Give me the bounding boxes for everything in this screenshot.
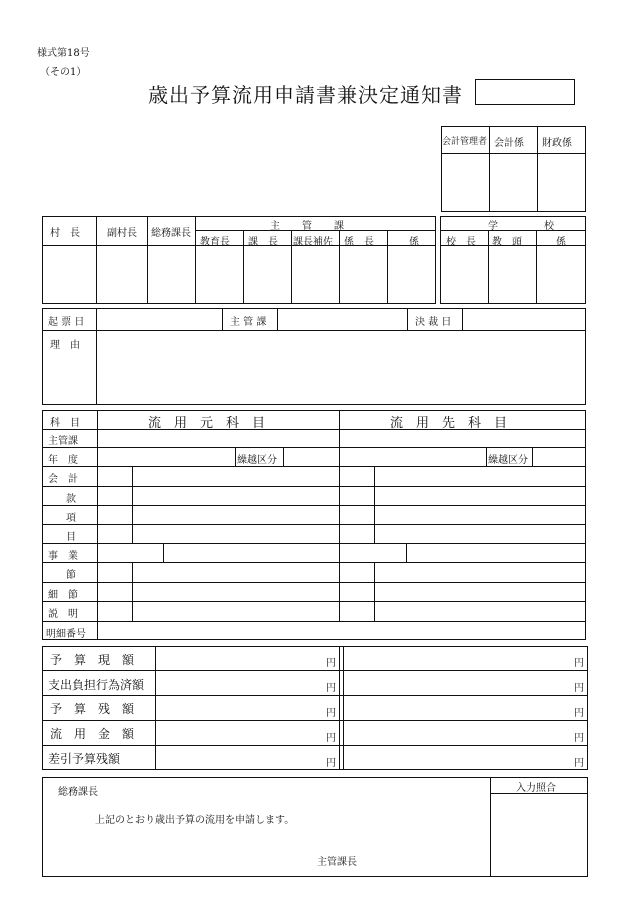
yen-unit: 円 bbox=[574, 733, 584, 744]
approval-vice-principal-label: 教 頭 bbox=[492, 237, 522, 248]
page-title: 歳出予算流用申請書兼決定通知書 bbox=[148, 83, 463, 107]
main-dept-field[interactable] bbox=[278, 309, 406, 329]
stamp-finance-clerk[interactable] bbox=[538, 154, 585, 211]
yen-unit: 円 bbox=[326, 758, 336, 769]
document-number-box[interactable] bbox=[475, 79, 575, 105]
yen-unit: 円 bbox=[574, 708, 584, 719]
to-subject-title: 流 用 先 科 目 bbox=[390, 416, 508, 431]
approval-general-affairs-label: 総務課長 bbox=[151, 228, 191, 239]
input-check-label: 入力照合 bbox=[516, 783, 556, 794]
approval-mayor-label: 村 長 bbox=[50, 228, 80, 239]
approval-clerk-label: 係 bbox=[409, 237, 419, 248]
subjects-table bbox=[42, 410, 586, 640]
approval-section-chief-label: 課 長 bbox=[248, 237, 278, 248]
row-sub-setsu-label: 細 節 bbox=[48, 590, 78, 601]
yen-unit: 円 bbox=[574, 658, 584, 669]
stamp-accountant[interactable] bbox=[442, 154, 488, 211]
row-year-label: 年 度 bbox=[48, 455, 78, 466]
decision-date-label: 決 裁 日 bbox=[415, 317, 452, 328]
amount-net-remaining-label: 差引予算残額 bbox=[48, 752, 121, 766]
yen-unit: 円 bbox=[326, 733, 336, 744]
row-main-dept-label: 主管課 bbox=[48, 436, 78, 447]
addressee-label: 総務課長 bbox=[58, 787, 98, 798]
yen-unit: 円 bbox=[326, 708, 336, 719]
subject-header-label: 科 目 bbox=[50, 418, 80, 429]
approval-deputy-mayor-label: 副村長 bbox=[107, 228, 137, 239]
row-kan-label: 款 bbox=[66, 494, 76, 505]
form-sub: （その1） bbox=[40, 67, 87, 78]
yen-unit: 円 bbox=[326, 658, 336, 669]
row-moku-label: 目 bbox=[66, 532, 76, 543]
draft-date-field[interactable] bbox=[97, 309, 221, 329]
stamp-mayor[interactable] bbox=[43, 246, 95, 303]
yen-unit: 円 bbox=[574, 758, 584, 769]
approval-accountant-label: 会計管理者 bbox=[442, 137, 488, 147]
stamp-accounting-clerk[interactable] bbox=[490, 154, 536, 211]
to-carry-over-label: 繰越区分 bbox=[488, 455, 528, 466]
main-dept-label: 主 管 課 bbox=[230, 317, 267, 328]
approval-accounting-clerk-label: 会計係 bbox=[494, 138, 524, 149]
amount-committed-label: 支出負担行為済額 bbox=[48, 678, 145, 692]
approval-deputy-chief-label: 課長補佐 bbox=[293, 237, 333, 248]
stamp-deputy-mayor[interactable] bbox=[97, 246, 146, 303]
from-subject-title: 流 用 元 科 目 bbox=[148, 416, 266, 431]
approval-finance-clerk-label: 財政係 bbox=[542, 138, 572, 149]
statement-text: 上記のとおり歳出予算の流用を申請します。 bbox=[95, 815, 295, 826]
row-account-label: 会 計 bbox=[48, 474, 78, 485]
approval-school-group-label: 学 校 bbox=[488, 221, 572, 232]
amount-transfer-label: 流 用 金 額 bbox=[50, 727, 135, 741]
reason-label: 理 由 bbox=[50, 340, 80, 351]
approval-principal-label: 校 長 bbox=[446, 237, 476, 248]
row-kou-label: 項 bbox=[66, 513, 76, 524]
input-check-field[interactable] bbox=[491, 794, 587, 876]
from-carry-over-label: 繰越区分 bbox=[237, 455, 277, 466]
signer-label: 主管課長 bbox=[317, 857, 357, 868]
yen-unit: 円 bbox=[326, 683, 336, 694]
approval-education-chief-label: 教育長 bbox=[200, 237, 230, 248]
row-project-label: 事 業 bbox=[48, 551, 78, 562]
amount-current-budget-label: 予 算 現 額 bbox=[50, 653, 135, 667]
yen-unit: 円 bbox=[574, 683, 584, 694]
stamp-general-affairs[interactable] bbox=[148, 246, 194, 303]
row-detail-number-label: 明細番号 bbox=[46, 629, 86, 640]
draft-date-label: 起 票 日 bbox=[48, 317, 85, 328]
row-setsu-label: 節 bbox=[66, 570, 76, 581]
reason-field[interactable] bbox=[97, 331, 585, 404]
amount-remaining-label: 予 算 残 額 bbox=[50, 702, 135, 716]
row-description-label: 説 明 bbox=[48, 609, 78, 620]
approval-main-dept-group-label: 主 管 課 bbox=[270, 221, 350, 232]
form-number: 様式第18号 bbox=[37, 48, 90, 59]
approval-subsection-chief-label: 係 長 bbox=[344, 237, 374, 248]
decision-date-field[interactable] bbox=[463, 309, 585, 329]
approval-school-clerk-label: 係 bbox=[556, 237, 566, 248]
